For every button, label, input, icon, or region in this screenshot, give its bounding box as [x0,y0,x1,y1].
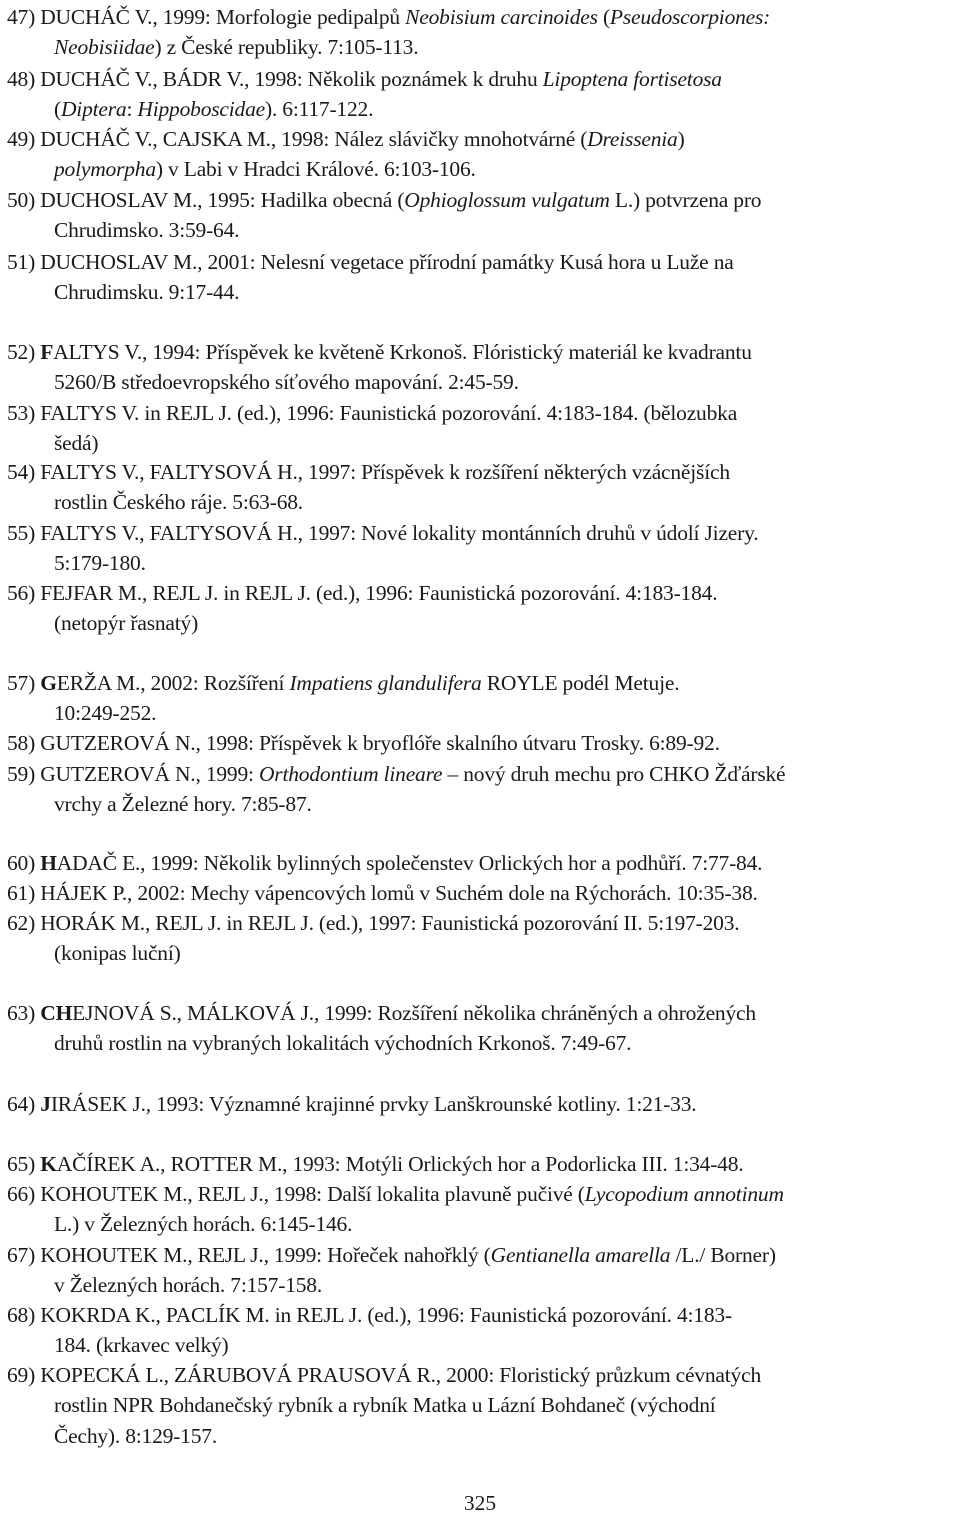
entry-text: 65) [7,1152,41,1176]
entry-first-line [7,1089,957,1119]
reference-entry-53 [7,398,957,459]
entry-first-line [7,64,957,94]
entry-text: 10:249-252. [54,701,157,726]
entry-continuation-line [7,94,957,124]
author-initial-bold: H [40,851,57,875]
entry-first-line [7,124,957,154]
entry-text: Chrudimsko. 3:59-64. [54,218,240,243]
latin-name-italic: Ophioglossum vulgatum [404,188,610,212]
reference-entry-58 [7,728,957,758]
entry-text: 62) HORÁK M., REJL J. in REJL J. (ed.), 1997: Faunistická pozorování II. 5:197-203. [7,911,740,935]
entry-text: (konipas luční) [54,941,181,966]
entry-first-line [7,848,957,878]
entry-text: vrchy a Železné hory. 7:85-87. [54,792,312,817]
entry-text: 57) [7,671,41,695]
entry-text: 67) KOHOUTEK M., REJL J., 1999: Hořeček nahořklý ( [7,1243,491,1267]
entry-first-line [7,247,957,277]
entry-continuation-line [7,428,957,458]
entry-continuation-line [7,215,957,245]
entry-text: ( [597,5,610,29]
latin-name-italic: polymorpha [54,157,156,182]
latin-name-italic: Dreissenia [587,127,678,151]
entry-text: 54) FALTYS V., FALTYSOVÁ H., 1997: Příspěvek k rozšíření některých vzácnějších [7,460,730,484]
entry-first-line [7,578,957,608]
entry-text: 61) HÁJEK P., 2002: Mechy vápencových lomů v Suchém dole na Rýchorách. 10:35-38. [7,881,758,905]
latin-name-italic: Neobisiidae [54,35,155,60]
entry-text: 58) GUTZEROVÁ N., 1998: Příspěvek k bryoflóře skalního útvaru Trosky. 6:89-92. [7,731,720,755]
entry-first-line [7,337,957,367]
entry-continuation-line [7,1390,957,1420]
reference-entry-50 [7,185,957,246]
latin-name-italic: Neobisium carcinoides [405,5,598,29]
entry-text: – nový druh mechu pro CHKO Žďárské [442,762,786,786]
entry-text: 55) FALTYS V., FALTYSOVÁ H., 1997: Nové lokality montánních druhů v údolí Jizery. [7,521,759,545]
entry-text: 53) FALTYS V. in REJL J. (ed.), 1996: Faunistická pozorování. 4:183-184. (bělozubka [7,401,738,425]
entry-text: 63) [7,1001,41,1025]
entry-continuation-line [7,32,957,62]
entry-text: ) z České republiky. 7:105-113. [154,35,419,60]
entry-text: šedá) [54,431,99,456]
entry-text: 48) DUCHÁČ V., BÁDR V., 1998: Několik poznámek k druhu [7,67,543,91]
entry-first-line [7,998,957,1028]
entry-text: ( [54,97,61,122]
author-initial-bold: CH [40,1001,73,1025]
entry-continuation-line [7,1209,957,1239]
entry-continuation-line [7,154,957,184]
entry-text: 50) DUCHOSLAV M., 1995: Hadilka obecná ( [7,188,405,212]
entry-continuation-line [7,1330,957,1360]
entry-text: L.) v Železných horách. 6:145-146. [54,1212,353,1237]
reference-entry-62 [7,908,957,969]
author-initial-bold: F [40,340,54,364]
reference-entry-65 [7,1149,957,1179]
entry-text: v Železných horách. 7:157-158. [54,1273,323,1298]
entry-first-line [7,1149,957,1179]
reference-entry-61 [7,878,957,908]
latin-name-italic: Pseudoscorpiones: [609,5,771,29]
reference-entry-49 [7,124,957,185]
reference-entry-56 [7,578,957,639]
reference-entry-69 [7,1360,957,1451]
entry-first-line [7,668,957,698]
latin-name-italic: Diptera [60,97,127,122]
entry-text: ) v Labi v Hradci Králové. 6:103-106. [155,157,476,182]
entry-continuation-line [7,698,957,728]
entry-continuation-line [7,1028,957,1058]
entry-first-line [7,878,957,908]
entry-text: 47) DUCHÁČ V., 1999: Morfologie pedipalpů [7,5,406,29]
entry-text: ) [677,127,685,151]
page-number: 325 [463,1491,497,1515]
entry-first-line [7,518,957,548]
reference-entry-64 [7,1089,957,1119]
entry-text: ). 6:117-122. [264,97,374,122]
entry-text: rostlin Českého ráje. 5:63-68. [54,490,303,515]
reference-entry-55 [7,518,957,579]
entry-text: 60) [7,851,41,875]
author-initial-bold: J [40,1092,51,1116]
entry-text: 184. (krkavec velký) [54,1333,229,1358]
reference-entry-48 [7,64,957,125]
entry-continuation-line [7,548,957,578]
entry-text: 52) [7,340,41,364]
entry-continuation-line [7,367,957,397]
entry-text: : [126,97,138,122]
latin-name-italic: Orthodontium lineare [258,762,443,786]
entry-text: Čechy). 8:129-157. [54,1423,217,1448]
entry-text: EJNOVÁ S., MÁLKOVÁ J., 1999: Rozšíření několika chráněných a ohrožených [72,1001,756,1025]
reference-entry-68 [7,1300,957,1361]
entry-first-line [7,908,957,938]
entry-text: AČÍREK A., ROTTER M., 1993: Motýli Orlických hor a Podorlicka III. 1:34-48. [56,1152,744,1176]
entry-text: Chrudimsku. 9:17-44. [54,280,240,305]
entry-text: /L./ Borner) [670,1243,776,1267]
author-initial-bold: G [40,671,57,695]
entry-text: 69) KOPECKÁ L., ZÁRUBOVÁ PRAUSOVÁ R., 2000: Floristický průzkum cévnatých [7,1363,761,1387]
latin-name-italic: Impatiens glandulifera [289,671,482,695]
entry-continuation-line [7,487,957,517]
entry-text: 5260/B středoevropského síťového mapování. 2:45-59. [54,370,519,395]
entry-continuation-line [7,938,957,968]
entry-first-line [7,398,957,428]
reference-entry-63 [7,998,957,1059]
entry-first-line [7,185,957,215]
entry-text: ALTYS V., 1994: Příspěvek ke květeně Krkonoš. Flóristický materiál ke kvadrantu [53,340,752,364]
reference-entry-47 [7,2,957,63]
entry-first-line [7,759,957,789]
reference-entry-57 [7,668,957,729]
entry-text: 59) GUTZEROVÁ N., 1999: [7,762,259,786]
entry-text: ADAČ E., 1999: Několik bylinných společenstev Orlických hor a podhůří. 7:77-84. [56,851,763,875]
entry-continuation-line [7,608,957,638]
entry-text: 64) [7,1092,41,1116]
reference-entry-67 [7,1240,957,1301]
entry-continuation-line [7,1270,957,1300]
reference-entry-52 [7,337,957,398]
entry-continuation-line [7,789,957,819]
latin-name-italic: Lycopodium annotinum [584,1182,784,1206]
entry-text: 51) DUCHOSLAV M., 2001: Nelesní vegetace přírodní památky Kusá hora u Luže na [7,250,734,274]
entry-text: 49) DUCHÁČ V., CAJSKA M., 1998: Nález slávičky mnohotvárné ( [7,127,588,151]
entry-text: rostlin NPR Bohdanečský rybník a rybník Matka u Lázní Bohdaneč (východní [54,1393,716,1418]
entry-continuation-line [7,1421,957,1451]
entry-first-line [7,1300,957,1330]
entry-first-line [7,728,957,758]
reference-entry-59 [7,759,957,820]
entry-text: 56) FEJFAR M., REJL J. in REJL J. (ed.), 1996: Faunistická pozorování. 4:183-184. [7,581,718,605]
latin-name-italic: Gentianella amarella [490,1243,671,1267]
entry-text: 68) KOKRDA K., PACLÍK M. in REJL J. (ed.), 1996: Faunistická pozorování. 4:183- [7,1303,732,1327]
author-initial-bold: K [40,1152,57,1176]
entry-text: ERŽA M., 2002: Rozšíření [56,671,290,695]
entry-first-line [7,457,957,487]
latin-name-italic: Hippoboscidae [137,97,265,122]
entry-text: IRÁSEK J., 1993: Významné krajinné prvky Lanškrounské kotliny. 1:21-33. [50,1092,697,1116]
entry-first-line [7,1240,957,1270]
entry-text: L.) potvrzena pro [609,188,762,212]
entry-text: 5:179-180. [54,551,146,576]
entry-text: ROYLE podél Metuje. [481,671,680,695]
entry-text: (netopýr řasnatý) [54,611,199,636]
reference-entry-60 [7,848,957,878]
entry-first-line [7,1179,957,1209]
latin-name-italic: Lipoptena fortisetosa [542,67,722,91]
reference-entry-54 [7,457,957,518]
entry-continuation-line [7,277,957,307]
entry-text: 66) KOHOUTEK M., REJL J., 1998: Další lokalita plavuně pučivé ( [7,1182,585,1206]
entry-first-line [7,2,957,32]
entry-text: druhů rostlin na vybraných lokalitách východních Krkonoš. 7:49-67. [54,1031,632,1056]
reference-entry-66 [7,1179,957,1240]
entry-first-line [7,1360,957,1390]
reference-entry-51 [7,247,957,308]
